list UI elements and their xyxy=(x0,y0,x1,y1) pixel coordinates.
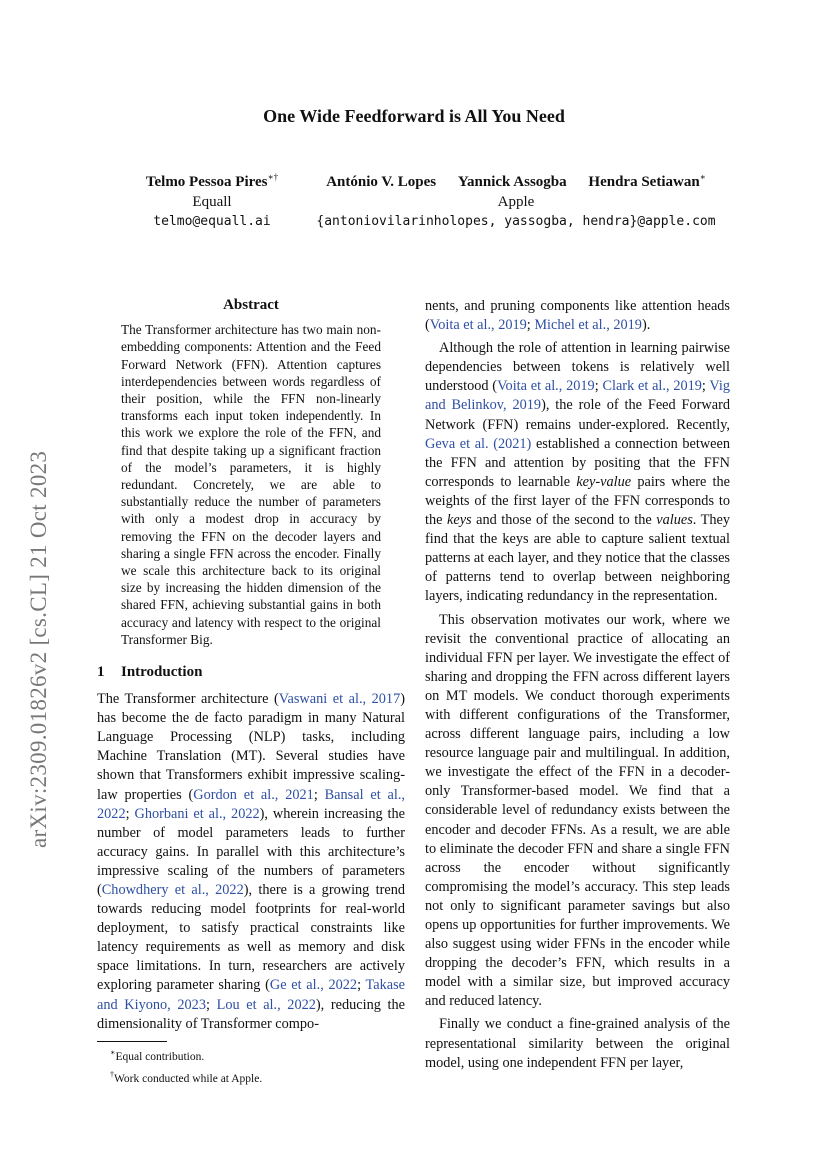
affiliation: Apple xyxy=(497,194,535,210)
section-heading xyxy=(97,663,405,682)
paragraph: nents, and pruning components like attention heads (Voita et al., 2019; Michel et al., 2019). xyxy=(425,298,730,334)
footnote-rule xyxy=(97,1041,167,1042)
citation-link[interactable]: Michel et al., 2019 xyxy=(534,317,642,334)
citation-link[interactable]: Clark et al., 2019 xyxy=(602,378,702,395)
author-first xyxy=(132,167,292,232)
paragraph: Although the role of attention in learning pairwise dependencies between tokens is relatively well understood (Voita et al., 2019; Clark et al., 2019; Vig and Belinkov, 2019), the role of the Feed Forward Network (FFN) remains under-explored. Recently, Geva et al. (2021) established a connection between the FFN and attention by positing that the FFN corresponds to learnable key-value pairs where the weights of the first layer of the FFN corresponds to the keys and those of the second to the values. They find that the keys are able to capture salient textual patterns at each layer, and they notice that the classes of patterns tend to overlap between neighboring layers, indicating redundancy in the representation. xyxy=(425,340,731,605)
citation-link[interactable]: Ge et al., 2022 xyxy=(269,977,358,994)
footnotes xyxy=(110,1044,262,1088)
citation-link[interactable]: Vig and Belinkov, 2019 xyxy=(425,378,731,414)
arxiv-side-stamp: arXiv:2309.01826v2 [cs.CL] 21 Oct 2023 xyxy=(26,450,51,848)
citation-link[interactable]: Geva et al. (2021) xyxy=(425,435,532,452)
paragraph: Finally we conduct a fine-grained analysis of the representational similarity between the original model, using one independent FFN per layer, xyxy=(425,1016,730,1071)
citation-link[interactable]: Ghorbani et al., 2022 xyxy=(134,805,260,822)
section-title: Introduction xyxy=(121,663,203,680)
footnote: †Work conducted while at Apple. xyxy=(110,1069,263,1085)
section-number: 1 xyxy=(97,663,105,680)
abstract-heading: Abstract xyxy=(223,297,279,313)
affiliation: Equall xyxy=(192,194,232,210)
author-marks: ∗† xyxy=(267,172,279,182)
paragraph: This observation motivates our work, where we revisit the conventional practice of allocating an individual FFN per layer. We investigate the effect of sharing and dropping the FFN across different layers on MT models. We conduct thorough experiments with different configurations of the Transformer, across different language pairs, including a low resource language pair and multilingual. In addition, we investigate the effect of the FFN in a decoder-only Transformer-based model. We find that a considerable level of redundancy exists between the encoder and decoder FFNs. As a result, we are able to eliminate the decoder FFN and share a single FFN across the encoder without significantly compromising the model’s accuracy. This step leads not only to significant parameter savings but also opens up opportunities for further improvements. We also suggest using wider FFNs in the encoder while dropping the decoder’s FFN, which results in a model with a similar size, but improved accuracy and reduced latency. xyxy=(425,611,730,1010)
citation-link[interactable]: Voita et al., 2019 xyxy=(429,317,527,334)
footnote: ∗Equal contribution. xyxy=(110,1048,205,1063)
email: telmo@equall.ai xyxy=(153,214,271,229)
citation-link[interactable]: Vaswani et al., 2017 xyxy=(278,691,401,708)
abstract-text: The Transformer architecture has two main non-embedding components: Attention and the Feed Forward Network (FFN). Attention captures interdependencies between words regardless of their position, while the FFN non-linearly transforms each input token independently. In this work we explore the role of the FFN, and find that despite taking up a significant fraction of the model’s parameters, it is highly redundant. Concretely, we are able to substantially reduce the number of parameters with only a modest drop in accuracy by removing the FFN on the decoder layers and sharing a single FFN across the encoder. Finally we scale this architecture back to its original size by increasing the hidden dimension of the shared FFN, achieving substantial gains in both accuracy and latency with respect to the original Transformer Big. xyxy=(121,322,381,647)
citation-link[interactable]: Gordon et al., 2021 xyxy=(193,786,314,803)
citation-link[interactable]: Chowdhery et al., 2022 xyxy=(101,881,244,898)
author-marks: ∗ xyxy=(699,172,706,182)
email: {antoniovilarinholopes, yassogba, hendra}@apple.com xyxy=(316,214,716,229)
author-name: António V. Lopes xyxy=(326,174,437,190)
author-name: Hendra Setiawan xyxy=(588,174,700,190)
citation-link[interactable]: Voita et al., 2019 xyxy=(497,378,595,395)
citation-link[interactable]: Takase and Kiyono, 2023 xyxy=(97,977,405,1013)
left-column xyxy=(97,296,405,1034)
paper-title: One Wide Feedforward is All You Need xyxy=(263,106,565,126)
citation-link[interactable]: Lou et al., 2022 xyxy=(216,996,316,1013)
right-column xyxy=(425,297,730,1073)
author-group xyxy=(296,167,736,232)
citation-link[interactable]: Bansal et al., 2022 xyxy=(97,786,406,822)
author-name: Telmo Pessoa Pires xyxy=(145,174,268,190)
paragraph: The Transformer architecture (Vaswani et al., 2017) has become the de facto paradigm in many Natural Language Processing (NLP) tasks, including Machine Translation (MT). Several studies have shown that Transformers exhibit impressive scaling-law properties (Gordon et al., 2021; Bansal et al., 2022; Ghorbani et al., 2022), wherein increasing the number of model parameters leads to further accuracy gains. In parallel with this architecture’s impressive scaling of the numbers of parameters (Chowdhery et al., 2022), there is a growing trend towards reducing model footprints for real-world deployment, to satisfy practical constraints like latency requirements as well as memory and disk space limitations. In turn, researchers are actively exploring parameter sharing (Ge et al., 2022; Takase and Kiyono, 2023; Lou et al., 2022), reducing the dimensionality of Transformer compo- xyxy=(97,691,406,1032)
author-name: Yannick Assogba xyxy=(457,174,567,190)
